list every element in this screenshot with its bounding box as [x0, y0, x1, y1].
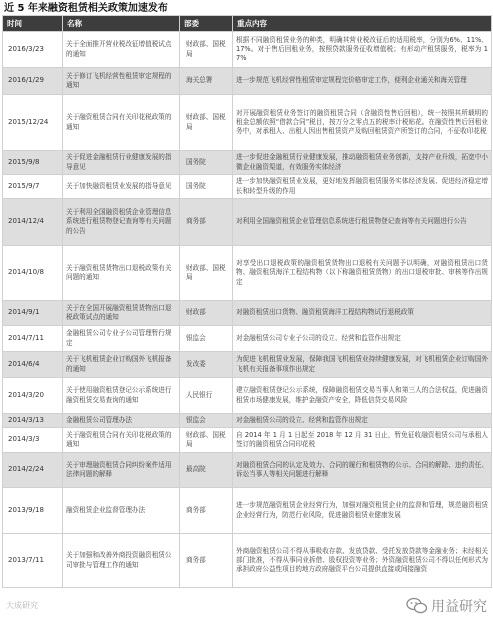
table-row: [3, 326, 492, 352]
row-content: 自 2014 年 1 月 1 日起至 2018 年 12 月 31 日止，暂免征收融资租赁公司与承租人签订的融资租赁合同印花税: [233, 428, 492, 453]
table-row: [3, 246, 492, 301]
table-row: [3, 453, 492, 488]
header-row: [3, 16, 492, 32]
row-name: 关于使用融资租赁登记公示系统进行融资租赁交易查询的通知: [63, 378, 180, 414]
table-row: [3, 428, 492, 453]
row-time: 2015/9/8: [3, 151, 63, 175]
row-content: 对金融租赁公司的设立、经营和监管作出规定: [233, 414, 492, 428]
row-time: 2015/12/24: [3, 95, 63, 151]
row-dept: 发改委: [180, 352, 233, 378]
row-name: 关于促进金融租赁行业健康发展的指导意见: [63, 151, 180, 175]
row-content: 为促进飞机租赁业发展，保障我国飞机租赁业持续健康发展，对飞机租赁企业订购国外飞机有关报备事项作出规定: [233, 352, 492, 378]
table-row: [3, 488, 492, 534]
row-content: 对金融租赁公司专业子公司的设立、经营和监管作出规定: [233, 326, 492, 352]
row-time: 2014/6/4: [3, 352, 63, 378]
row-name: 关于在全国开展融资租赁货物出口退税政策试点的通知: [63, 301, 180, 326]
table-row: [3, 68, 492, 95]
row-time: 2014/2/24: [3, 453, 63, 488]
row-content: 进一步加快融资租赁业发展，更好地发挥融资租赁服务实体经济发展、促进经济稳定增长和转型升级的作用: [233, 175, 492, 199]
watermark-left: 大成研究: [6, 601, 38, 610]
table-row: [3, 32, 492, 68]
row-name: 金融租赁公司专业子公司管理暂行规定: [63, 326, 180, 352]
row-time: 2013/7/11: [3, 534, 63, 588]
row-name: 关于融资租赁合同有关印花税政策的通知: [63, 95, 180, 151]
row-name: 关于加快融资租赁业发展的指导意见: [63, 175, 180, 199]
row-dept: 银监会: [180, 326, 233, 352]
row-dept: 商务部: [180, 534, 233, 588]
row-content: 对开展融资租赁业务签订的融资租赁合同（含融资性售后回租），统一按照其所载明的租金总额依照“借款合同”税目，按万分之零点五的税率计税贴花。在融资性售后回租业务中，对承租人、出租人因出售租赁资产及购回租赁资产所签订的合同，不征收印花税: [233, 95, 492, 151]
table-row: [3, 199, 492, 246]
row-dept: 财政部、国税局: [180, 246, 233, 301]
row-time: 2013/9/18: [3, 488, 63, 534]
row-dept: 银监会: [180, 414, 233, 428]
row-content: 进一步规范飞机经营性租赁审定规程完价格审定工作，便利企业通关和海关管理: [233, 68, 492, 95]
row-dept: 财政部: [180, 301, 233, 326]
row-content: 建立融资租赁登记公示系统，保障融资租赁交易当事人和第三人的合法权益，促进融资租赁市场健康发展，维护金融资产安全，降低信贷交易风险: [233, 378, 492, 414]
row-dept: 商务部: [180, 199, 233, 246]
row-name: 关于审理融资租赁合同纠纷案件适用法律问题的解释: [63, 453, 180, 488]
row-time: 2014/10/8: [3, 246, 63, 301]
row-dept: 海关总署: [180, 68, 233, 95]
row-name: 关于加强和改善外商投资融资租赁公司审批与管理工作的通知: [63, 534, 180, 588]
row-dept: 国务院: [180, 175, 233, 199]
watermark-right-text: 用益研究: [431, 599, 487, 615]
table-row: [3, 378, 492, 414]
row-dept: 人民银行: [180, 378, 233, 414]
row-name: 关于利用全国融资租赁企业管理信息系统进行租赁物登记查询等有关问题的公告: [63, 199, 180, 246]
table-row: [3, 352, 492, 378]
wechat-icon: [406, 597, 428, 615]
row-dept: 财政部、国税局: [180, 95, 233, 151]
row-dept: 财政部、国税局: [180, 32, 233, 68]
row-time: 2016/1/29: [3, 68, 63, 95]
watermark-right: [406, 594, 487, 618]
header-time: 时间: [3, 16, 63, 32]
row-name: 关于融资租赁货物出口退税政策有关问题的通知: [63, 246, 180, 301]
row-dept: 国务院: [180, 151, 233, 175]
row-content: 进一步促进金融租赁行业健康发展，推动融资租赁业务创新，支持产业升级，拓宽中小微企业融资渠道，有效服务实体经济: [233, 151, 492, 175]
row-name: 关于修订飞机经营性租赁审定规程的通知: [63, 68, 180, 95]
header-dept: 部委: [180, 16, 233, 32]
row-name: 关于飞机租赁企业订购国外飞机报备的通知: [63, 352, 180, 378]
table-row: [3, 534, 492, 588]
row-content: 外商融资租赁公司不得从事吸收存款、发放贷款、受托发放贷款等金融业务；未经相关部门批准，不得从事同业拆借、股权投资等业务；外资融资租赁公司不得以任何形式为承担政府公益性项目的地方政府融资平台公司提供直接或间接融资: [233, 534, 492, 588]
row-time: 2014/3/20: [3, 378, 63, 414]
row-content: 进一步规范融资租赁企业经营行为，加强对融资租赁企业的监督和管理，规范融资租赁企业经营行为，防范行业风险，促进融资租赁业健康发展: [233, 488, 492, 534]
table-row: [3, 301, 492, 326]
table-row: [3, 414, 492, 428]
row-dept: 财政部、国税局: [180, 428, 233, 453]
row-name: 金融租赁公司管理办法: [63, 414, 180, 428]
row-content: 对融资租赁合同的认定及效力、合同的履行和租赁物的公示、合同的解除、违约责任、诉讼当事人等相关问题进行解释: [233, 453, 492, 488]
table-row: [3, 95, 492, 151]
table-row: [3, 151, 492, 175]
row-time: 2015/9/7: [3, 175, 63, 199]
header-content: 重点内容: [233, 16, 492, 32]
row-content: 对利用全国融资租赁企业管理信息系统进行租赁物登记查询等有关问题进行公告: [233, 199, 492, 246]
table-title: 近 5 年来融资租赁相关政策加速发布: [4, 3, 168, 14]
row-time: 2016/3/23: [3, 32, 63, 68]
table-row: [3, 175, 492, 199]
row-time: 2014/7/11: [3, 326, 63, 352]
row-time: 2014/3/13: [3, 414, 63, 428]
row-name: 关于全面推开营业税改征增值税试点的通知: [63, 32, 180, 68]
policy-table: [2, 15, 492, 588]
row-content: 对享受出口退税政策的融资租赁货物出口退税有关问题予以明确，对融资租赁出口货物、融资租赁海洋工程结构物（以下称融资租赁货物）的出口退税审批、审核等作出规定: [233, 246, 492, 301]
row-content: 根据不同融资租赁业务的种类，明确其营业税改征后的适用税率，分别为6%、11%、17%。对于售后回租业务，按照贷款服务征收增值税；有形动产租赁服务，税率为 17%: [233, 32, 492, 68]
row-time: 2014/3/3: [3, 428, 63, 453]
row-dept: 商务部: [180, 488, 233, 534]
row-dept: 最高院: [180, 453, 233, 488]
row-time: 2014/9/1: [3, 301, 63, 326]
row-time: 2014/12/4: [3, 199, 63, 246]
row-name: 融资租赁企业监督管理办法: [63, 488, 180, 534]
row-name: 关于融资租赁合同有关印花税政策的通知: [63, 428, 180, 453]
header-name: 名称: [63, 16, 180, 32]
row-content: 对融资租赁出口货物、融资租赁海洋工程结构物试行退税政策: [233, 301, 492, 326]
